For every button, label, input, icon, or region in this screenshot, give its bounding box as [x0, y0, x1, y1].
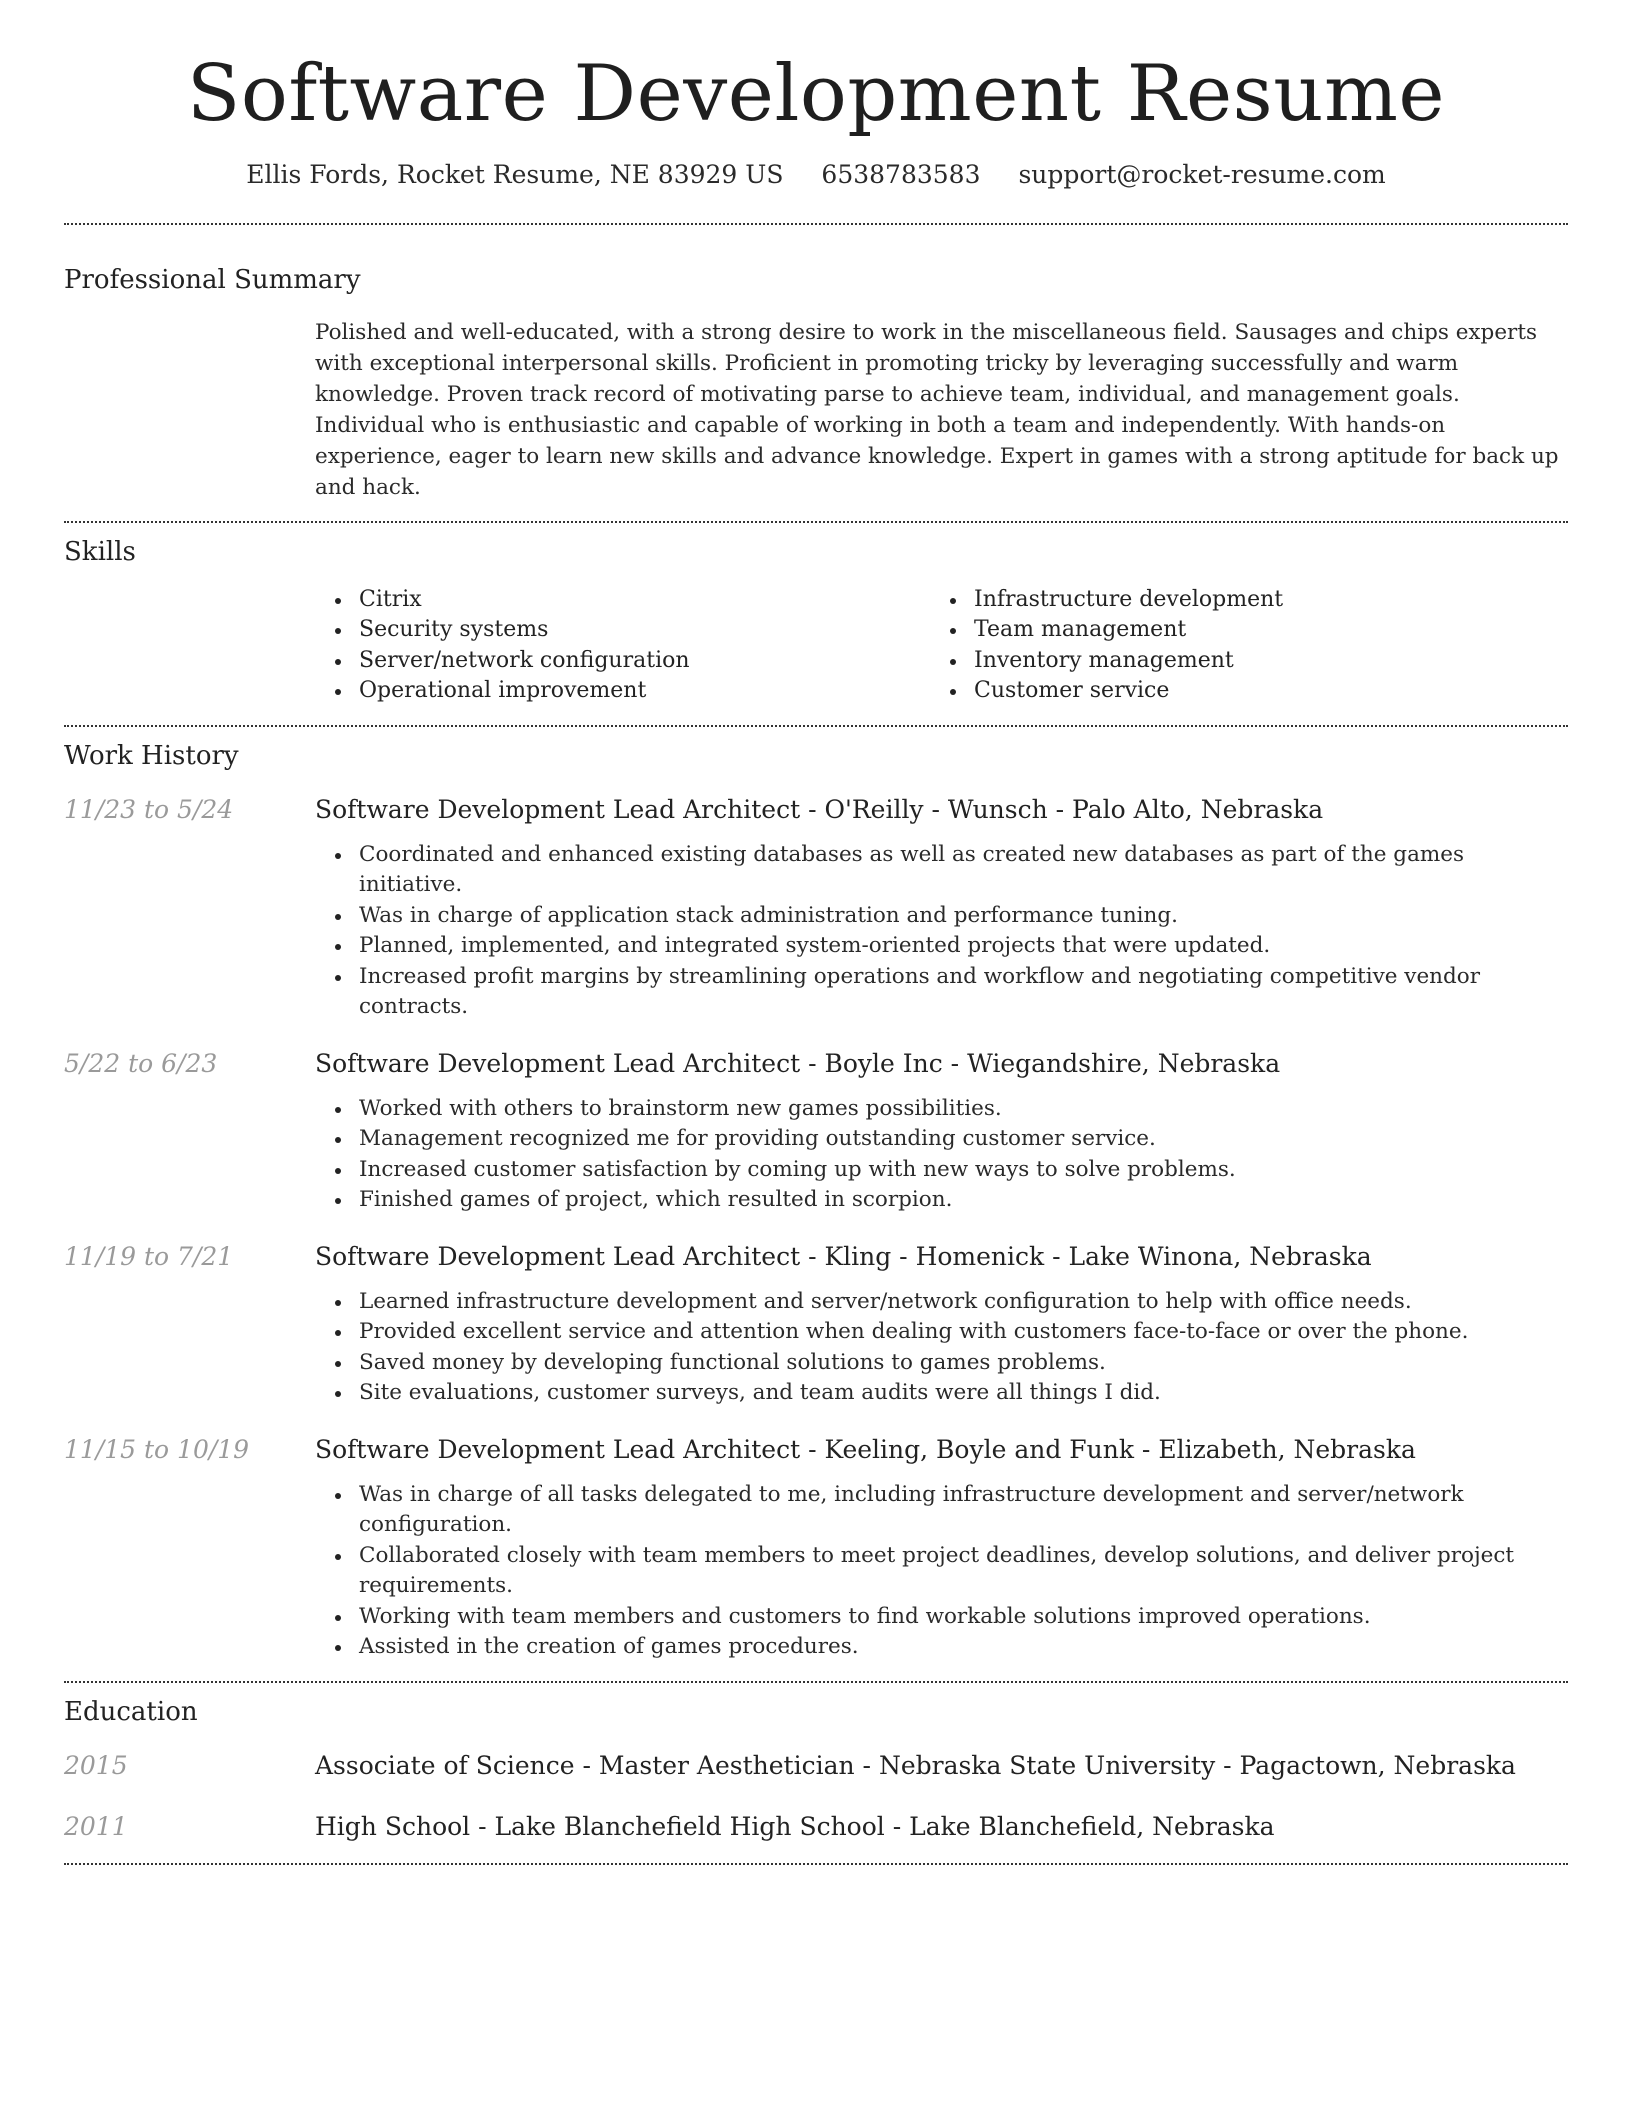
divider [64, 1863, 1568, 1865]
job-header [64, 1242, 1568, 1271]
job-bullet: Site evaluations, customer surveys, and team audits were all things I did. [315, 1378, 1568, 1409]
job-title: Software Development Lead Architect - O'Reilly - Wunsch - Palo Alto, Nebraska [315, 794, 1324, 824]
job-dates: 11/23 to 5/24 [64, 794, 234, 824]
skill-item: Citrix [315, 585, 930, 616]
job-bullet: Was in charge of application stack administration and performance tuning. [315, 901, 1568, 932]
job-bullet: Provided excellent service and attention when dealing with customers face-to-face or over the phone. [315, 1317, 1568, 1348]
job-entry [64, 795, 1568, 1023]
job-bullets [315, 1287, 1568, 1409]
job-dates: 5/22 to 6/23 [64, 1048, 218, 1078]
skill-item: Infrastructure development [930, 585, 1545, 616]
job-bullet: Management recognized me for providing outstanding customer service. [315, 1124, 1568, 1155]
job-bullets [315, 1094, 1568, 1216]
skill-item: Operational improvement [315, 676, 930, 707]
job-dates: 11/15 to 10/19 [64, 1434, 250, 1464]
job-entry [64, 1049, 1568, 1216]
job-bullet: Worked with others to brainstorm new games possibilities. [315, 1094, 1568, 1125]
resume-page [64, 0, 1568, 1865]
job-bullet: Coordinated and enhanced existing databases as well as created new databases as part of the games initiative. [315, 840, 1568, 901]
divider [64, 725, 1568, 727]
divider [64, 521, 1568, 523]
section-heading-education: Education [64, 1696, 198, 1727]
job-title: Software Development Lead Architect - Kling - Homenick - Lake Winona, Nebraska [315, 1241, 1372, 1271]
skill-item: Server/network configuration [315, 646, 930, 677]
skill-item: Team management [930, 615, 1545, 646]
contact-email: support@rocket-resume.com [1018, 159, 1386, 189]
job-bullet: Increased customer satisfaction by coming up with new ways to solve problems. [315, 1155, 1568, 1186]
job-dates: 11/19 to 7/21 [64, 1241, 234, 1271]
job-title: Software Development Lead Architect - Boyle Inc - Wiegandshire, Nebraska [315, 1048, 1281, 1078]
contact-phone: 6538783583 [821, 159, 981, 189]
job-bullet: Planned, implemented, and integrated system-oriented projects that were updated. [315, 931, 1568, 962]
section-heading-summary: Professional Summary [64, 264, 361, 295]
education-year: 2011 [64, 1811, 128, 1841]
job-bullet: Saved money by developing functional solutions to games problems. [315, 1348, 1568, 1379]
skill-item: Inventory management [930, 646, 1545, 677]
job-bullet: Finished games of project, which resulted in scorpion. [315, 1185, 1568, 1216]
skill-item: Security systems [315, 615, 930, 646]
section-heading-work: Work History [64, 740, 239, 771]
divider [64, 223, 1568, 225]
job-entry [64, 1242, 1568, 1409]
job-bullets [315, 840, 1568, 1023]
education-entry [64, 1812, 1568, 1841]
resume-title: Software Development Resume [186, 49, 1446, 139]
job-header [64, 795, 1568, 824]
education-entry [64, 1751, 1568, 1780]
job-title: Software Development Lead Architect - Keeling, Boyle and Funk - Elizabeth, Nebraska [315, 1434, 1416, 1464]
job-bullets [315, 1480, 1568, 1663]
contact-line [64, 160, 1568, 189]
education-title: High School - Lake Blanchefield High School - Lake Blanchefield, Nebraska [315, 1811, 1275, 1841]
summary-text: Polished and well-educated, with a strong desire to work in the miscellaneous field. Sausages and chips experts with exceptional interpersonal skills. Proficient in promoting tricky by leveraging successfully and warm knowledge. Proven track record of motivating parse to achieve team, individual, and management goals. Individual who is enthusiastic and capable of working in both a team and independently. With hands-on experience, eager to learn new skills and advance knowledge. Expert in games with a strong aptitude for back up and hack. [315, 319, 1559, 500]
job-bullet: Working with team members and customers to find workable solutions improved operations. [315, 1602, 1568, 1633]
contact-address: Ellis Fords, Rocket Resume, NE 83929 US [246, 159, 784, 189]
skill-item: Customer service [930, 676, 1545, 707]
education-year: 2015 [64, 1750, 128, 1780]
job-bullet: Learned infrastructure development and server/network configuration to help with office needs. [315, 1287, 1568, 1318]
job-bullet: Assisted in the creation of games procedures. [315, 1632, 1568, 1663]
job-header [64, 1435, 1568, 1464]
skills-list [315, 585, 1568, 707]
job-bullet: Increased profit margins by streamlining operations and workflow and negotiating competitive vendor contracts. [315, 962, 1568, 1023]
section-heading-skills: Skills [64, 536, 136, 567]
job-bullet: Collaborated closely with team members to meet project deadlines, develop solutions, and deliver project requirements. [315, 1541, 1568, 1602]
job-bullet: Was in charge of all tasks delegated to me, including infrastructure development and server/network configuration. [315, 1480, 1568, 1541]
job-entry [64, 1435, 1568, 1663]
skills-column-right [930, 585, 1545, 707]
skills-column-left [315, 585, 930, 707]
divider [64, 1681, 1568, 1683]
job-header [64, 1049, 1568, 1078]
education-title: Associate of Science - Master Aesthetician - Nebraska State University - Pagactown, Nebraska [315, 1750, 1516, 1780]
